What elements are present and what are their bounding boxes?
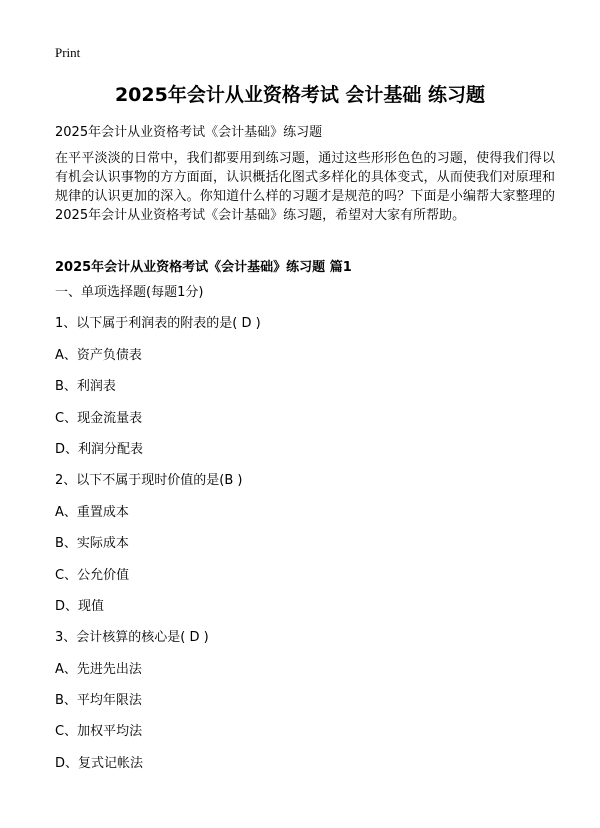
question-3-option-d: D、复式记帐法 [55, 755, 144, 771]
print-link[interactable]: Print [55, 45, 81, 60]
document-subtitle: 2025年会计从业资格考试《会计基础》练习题 [55, 125, 323, 140]
question-2-option-a: A、重置成本 [55, 504, 129, 520]
question-3-option-c: C、加权平均法 [55, 724, 143, 740]
question-3-option-a: A、先进先出法 [55, 661, 142, 677]
page-title: 2025年会计从业资格考试 会计基础 练习题 [114, 84, 486, 106]
intro-paragraph: 在平平淡淡的日常中，我们都要用到练习题，通过这些形形色色的习题，使得我们得以有机会认识事物的方方面面，认识概括化图式多样化的具体变式，从而使我们对原理和规律的认识更加的深入。你知道什么样的习题才是规范的吗？下面是小编帮大家整理的2025年会计从业资格考试《会计基础》练习题，希望对大家有所帮助。 [55, 151, 555, 223]
section-heading: 2025年会计从业资格考试《会计基础》练习题 篇1 [55, 260, 352, 275]
question-1-option-b: B、利润表 [55, 379, 116, 395]
question-list [55, 284, 261, 786]
question-2-option-b: B、实际成本 [55, 536, 129, 552]
question-3: 3、会计核算的核心是( D ) [55, 630, 209, 646]
question-section-label: 一、单项选择题(每题1分) [55, 285, 204, 300]
question-1-option-a: A、资产负债表 [55, 347, 142, 363]
question-3-option-b: B、平均年限法 [55, 693, 142, 709]
question-1: 1、以下属于利润表的附表的是( D ) [55, 316, 261, 332]
question-1-option-c: C、现金流量表 [55, 410, 143, 426]
question-2-option-c: C、公允价值 [55, 567, 130, 583]
question-1-option-d: D、利润分配表 [55, 441, 144, 457]
question-2-option-d: D、现值 [55, 598, 105, 614]
question-2: 2、以下不属于现时价值的是(B ) [55, 473, 243, 489]
